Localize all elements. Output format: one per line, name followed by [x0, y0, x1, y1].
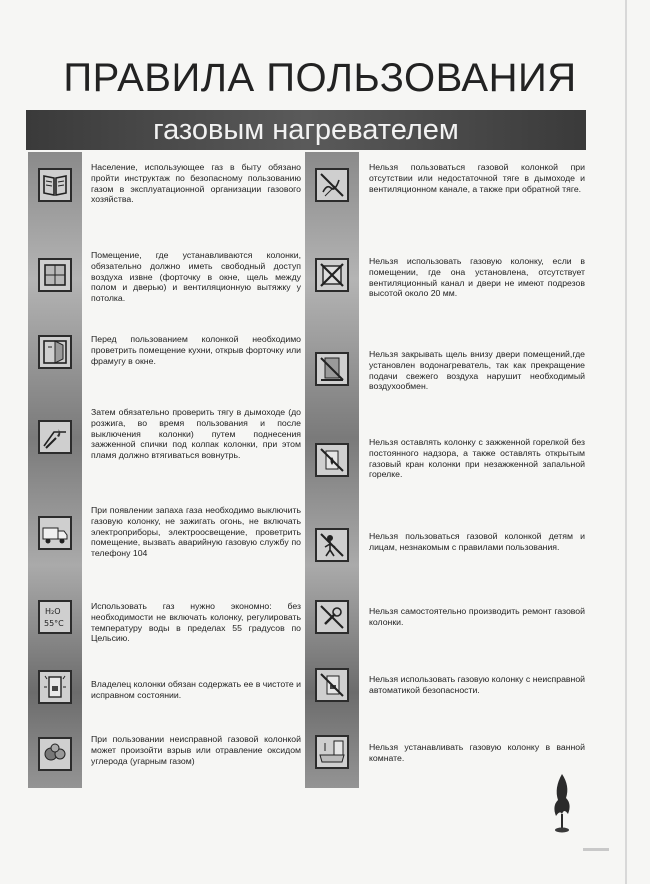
unattended-flame-icon	[315, 443, 349, 477]
right-rule-8-text: Нельзя устанавливать газовую колонку в ванной комнате.	[369, 742, 585, 763]
emergency-truck-icon	[38, 516, 72, 550]
scan-edge-line	[625, 0, 627, 884]
right-rule-5-text: Нельзя пользоваться газовой колонкой детям и лицам, незнакомым с правилами пользования.	[369, 531, 585, 552]
door-gap-icon	[315, 352, 349, 386]
no-draft-icon	[315, 168, 349, 202]
flame-logo-icon	[548, 770, 576, 836]
water-temperature-icon	[38, 600, 72, 634]
svg-text:H₂O: H₂O	[45, 607, 61, 616]
left-rule-5-text: При появлении запаха газа необходимо выключить газовую колонку, не зажигать огонь, не включать электроприборы, электроосвещение, проветрить помещение, вызвать аварийную газовую службу по телефону 104	[91, 505, 301, 559]
poster-title: ПРАВИЛА ПОЛЬЗОВАНИЯ	[63, 56, 577, 100]
window-icon	[38, 258, 72, 292]
right-rule-3-text: Нельзя закрывать щель внизу двери помещений,где установлен водонагреватель, так как прекращение подачи свежего воздуха нарушит необходимый воздухообмен.	[369, 349, 585, 392]
right-rule-7-text: Нельзя использовать газовую колонку с неисправной автоматикой безопасности.	[369, 674, 585, 695]
clean-heater-icon	[38, 670, 72, 704]
explosion-icon	[38, 737, 72, 771]
left-rule-7-text: Владелец колонки обязан содержать ее в чистоте и исправном состоянии.	[91, 679, 301, 700]
open-window-icon	[38, 335, 72, 369]
left-rule-1-text: Население, использующее газ в быту обязано пройти инструктаж по безопасному пользованию газом в эксплуатационной организации газового хозяйства.	[91, 162, 301, 205]
book-icon	[38, 168, 72, 202]
left-rule-6-text: Использовать газ нужно экономно: без необходимости не включать колонку, регулировать температуру воды в пределах 55 градусов по Цельсию.	[91, 601, 301, 644]
left-rule-3-text: Перед пользованием колонкой необходимо проветрить помещение кухни, открыв форточку или фрамугу в окне.	[91, 334, 301, 366]
draft-check-icon	[38, 420, 72, 454]
subtitle-banner	[26, 110, 586, 150]
left-rule-2-text: Помещение, где устанавливаются колонки, обязательно должно иметь свободный доступ воздуха извне (форточку в окне, щель между полом и дверью) и вентиляционную вытяжку у потолка.	[91, 250, 301, 304]
no-self-repair-icon	[315, 600, 349, 634]
temperature-label: 55°С	[44, 619, 64, 628]
children-prohibited-icon	[315, 528, 349, 562]
scan-artifact	[583, 848, 609, 851]
right-rule-4-text: Нельзя оставлять колонку с зажженной горелкой без постоянного надзора, а также оставлять открытым газовый кран колонки при незажженной запальной горелке.	[369, 437, 585, 480]
left-rule-8-text: При пользовании неисправной газовой колонкой может произойти взрыв или отравление оксидом углерода (угарным газом)	[91, 734, 301, 766]
left-rule-4-text: Затем обязательно проверить тягу в дымоходе (до розжига, во время пользования и после выключения колонки) путем поднесения зажженной спички под колпак колонки, при этом пламя должно втягиваться вовнутрь.	[91, 407, 301, 461]
poster-subtitle: газовым нагревателем	[153, 114, 459, 146]
faulty-automation-icon	[315, 668, 349, 702]
no-ventilation-icon	[315, 258, 349, 292]
right-rule-1-text: Нельзя пользоваться газовой колонкой при отсутствии или недостаточной тяге в дымоходе и вентиляционном канале, а также при обратной тяге.	[369, 162, 585, 194]
no-bathroom-icon	[315, 735, 349, 769]
right-rule-6-text: Нельзя самостоятельно производить ремонт газовой колонки.	[369, 606, 585, 627]
right-rule-2-text: Нельзя использовать газовую колонку, если в помещении, где она установлена, отсутствует вентиляционный канал и двери не имеют подрезов высотой около 20 мм.	[369, 256, 585, 299]
